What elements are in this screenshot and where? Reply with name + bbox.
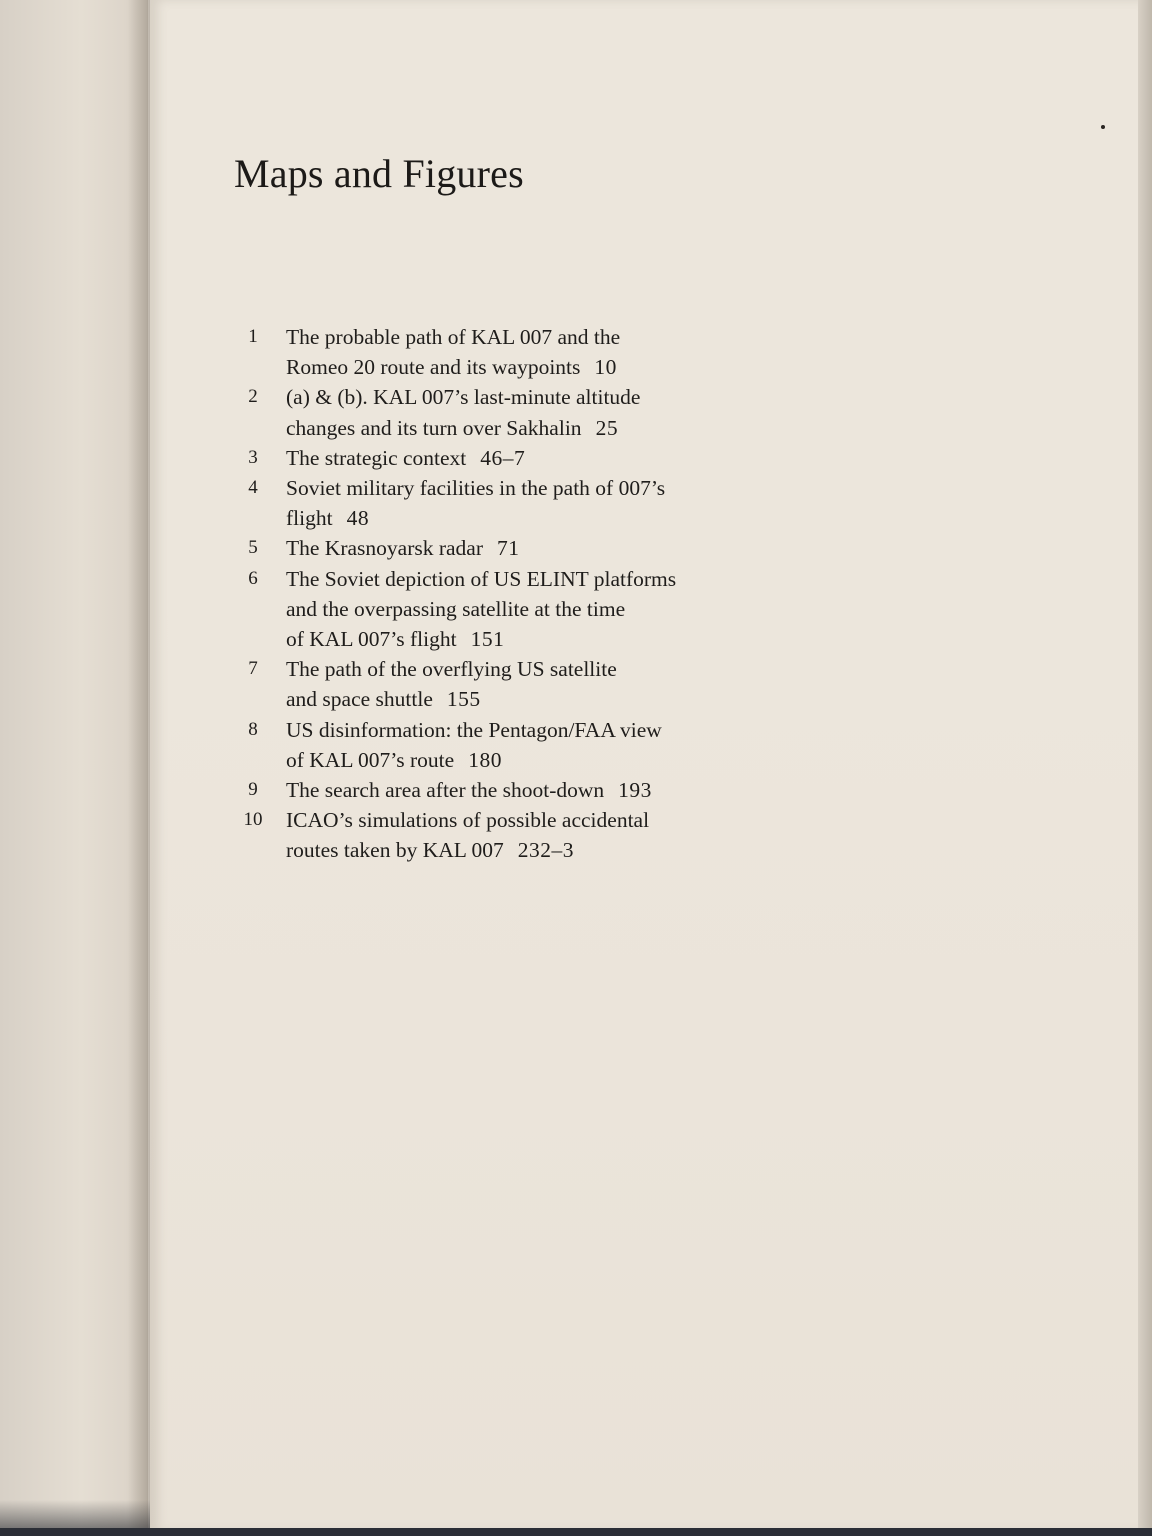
figure-caption-text: The search area after the shoot-down xyxy=(286,778,605,803)
figure-caption-text: Romeo 20 route and its waypoints xyxy=(286,355,581,380)
figure-page-number: 180 xyxy=(468,747,502,772)
figure-entry-6 xyxy=(238,564,798,655)
figure-caption-line: ICAO’s simulations of possible accidental xyxy=(286,808,650,833)
figure-number: 8 xyxy=(248,718,258,740)
figure-caption-text: of KAL 007’s flight xyxy=(286,627,457,652)
figure-caption-line xyxy=(286,443,798,473)
figure-page-number: 25 xyxy=(595,415,619,440)
figure-caption-text: flight xyxy=(286,506,333,531)
figure-caption-text: changes and its turn over Sakhalin xyxy=(286,415,582,440)
figure-entry-1 xyxy=(238,322,798,382)
figure-number: 7 xyxy=(248,658,258,680)
figure-caption-line: The path of the overflying US satellite xyxy=(286,657,617,682)
figure-list xyxy=(238,322,798,866)
figure-caption-text: The strategic context xyxy=(286,445,467,470)
figure-entry-7 xyxy=(238,654,798,714)
figure-page-number: 71 xyxy=(497,536,520,561)
figure-entry-4 xyxy=(238,473,798,533)
figure-caption-line: The probable path of KAL 007 and the xyxy=(286,325,621,349)
figure-number: 4 xyxy=(248,477,258,499)
page-title: Maps and Figures xyxy=(234,151,524,196)
figure-caption-line xyxy=(286,413,798,443)
figure-page-number: 48 xyxy=(346,506,370,531)
figure-caption-text: and space shuttle xyxy=(286,687,433,712)
figure-number: 6 xyxy=(248,567,258,589)
figure-caption-text: of KAL 007’s route xyxy=(286,747,455,772)
figure-page-number: 155 xyxy=(446,687,481,712)
figure-caption-line xyxy=(286,533,798,563)
figure-number: 2 xyxy=(248,386,258,408)
figure-caption-line xyxy=(286,684,798,714)
figure-number: 3 xyxy=(248,446,258,468)
cover-edge xyxy=(0,1528,1152,1536)
left-page-edge xyxy=(0,0,148,1536)
figure-caption-line xyxy=(286,775,798,805)
page-edge xyxy=(1138,0,1152,1536)
figure-caption-line: (a) & (b). KAL 007’s last-minute altitude xyxy=(286,385,641,410)
figure-number: 1 xyxy=(248,326,258,347)
figure-page-number: 232–3 xyxy=(517,838,574,863)
figure-caption-line: The Soviet depiction of US ELINT platforms xyxy=(286,566,677,591)
figure-entry-8 xyxy=(238,715,798,775)
figure-caption-text: routes taken by KAL 007 xyxy=(286,838,504,863)
figure-entry-3 xyxy=(238,443,798,473)
figure-number: 5 xyxy=(248,537,258,559)
figure-caption-line xyxy=(286,835,798,865)
figure-number: 9 xyxy=(248,779,258,801)
figure-caption-text: The Krasnoyarsk radar xyxy=(286,536,483,561)
figure-number: 10 xyxy=(243,809,263,831)
figure-entry-5 xyxy=(238,533,798,563)
figure-page-number: 193 xyxy=(618,778,652,803)
figure-caption-line xyxy=(286,745,798,775)
figure-caption-line: US disinformation: the Pentagon/FAA view xyxy=(286,717,662,742)
figure-caption-line: and the overpassing satellite at the time xyxy=(286,596,626,621)
figure-page-number: 46–7 xyxy=(480,445,526,470)
figure-page-number: 151 xyxy=(470,627,505,652)
figure-caption-line: Soviet military facilities in the path of 007’s xyxy=(286,476,666,501)
figure-caption-line xyxy=(286,624,798,654)
figure-caption-line xyxy=(286,352,798,382)
ink-speck xyxy=(1101,125,1105,129)
figure-entry-2 xyxy=(238,382,798,442)
figure-page-number: 10 xyxy=(594,355,617,380)
figure-entry-9 xyxy=(238,775,798,805)
figure-caption-line xyxy=(286,503,798,533)
figure-entry-10 xyxy=(238,805,798,865)
